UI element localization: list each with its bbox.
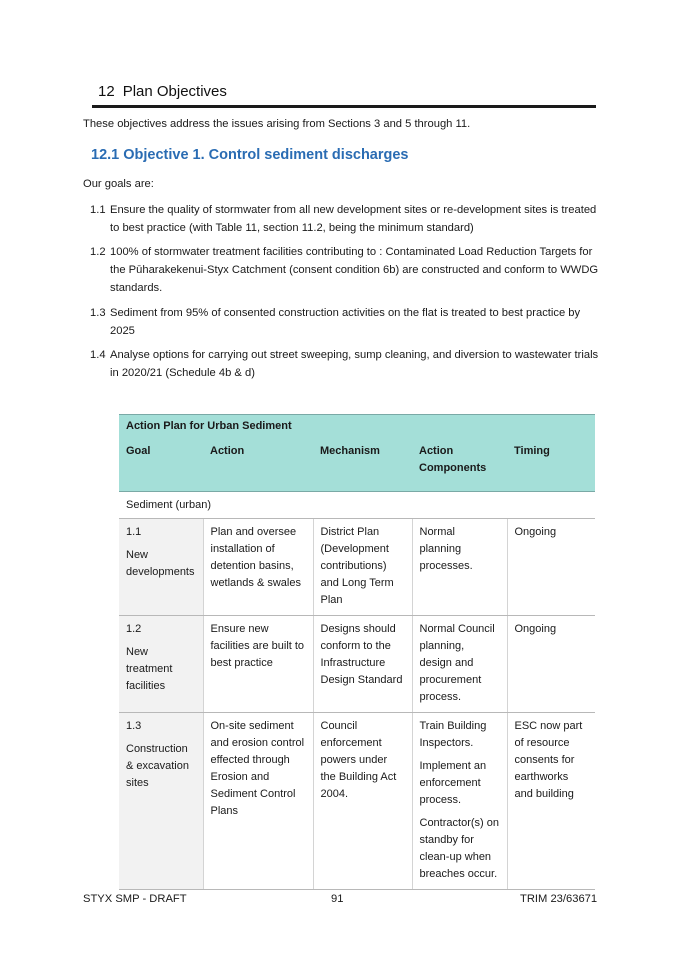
goal-item-1-2 [90, 243, 600, 297]
table-group-row [119, 492, 595, 519]
action-cell: Ensure new facilities are built to best practice [203, 616, 313, 713]
action-plan-table [119, 414, 595, 890]
heading-rule [92, 105, 596, 108]
goal-text: Ensure the quality of stormwater from all new development sites or re-development sites is treated to best practice (with Table 11, section 11.2, being the minimum standard) [110, 204, 597, 234]
column-header-goal: Goal [119, 438, 203, 492]
goal-cell-number: 1.1 [126, 526, 142, 538]
goal-number: 1.3 [90, 307, 106, 319]
component-item: Contractor(s) on standby for clean-up when breaches occur. [419, 817, 499, 880]
goal-text: Analyse options for carrying out street sweeping, sump cleaning, and diversion to wastewater trials in 2020/21 (Schedule 4b & d) [110, 349, 599, 379]
component-item: Normal planning processes. [419, 526, 473, 572]
column-header-timing: Timing [507, 438, 595, 492]
intro-paragraph: These objectives address the issues arising from Sections 3 and 5 through 11. [83, 118, 471, 130]
goal-cell-name: New treatment facilities [126, 646, 173, 692]
goals-label: Our goals are: [83, 178, 154, 190]
goal-cell-number: 1.2 [126, 623, 142, 635]
table-row [119, 519, 595, 616]
column-header-action: Action [203, 438, 313, 492]
section-title: Plan Objectives [122, 83, 227, 100]
goal-cell [119, 616, 203, 713]
table-row [119, 616, 595, 713]
mechanism-cell: Council enforcement powers under the Building Act 2004. [313, 713, 412, 890]
action-cell: Plan and oversee installation of detention basins, wetlands & swales [203, 519, 313, 616]
mechanism-cell: District Plan (Development contributions) and Long Term Plan [313, 519, 412, 616]
goal-item-1-4 [90, 346, 600, 382]
goal-cell [119, 519, 203, 616]
goal-cell-name: Construction & excavation sites [126, 743, 189, 789]
timing-cell: ESC now part of resource consents for earthworks and building [507, 713, 595, 890]
table-title-row [119, 415, 595, 439]
timing-cell: Ongoing [507, 616, 595, 713]
goal-number: 1.1 [90, 204, 106, 216]
column-header-action-components: Action Components [412, 438, 507, 492]
timing-cell: Ongoing [507, 519, 595, 616]
column-header-mechanism: Mechanism [313, 438, 412, 492]
components-cell [412, 616, 507, 713]
components-cell [412, 519, 507, 616]
goal-item-1-1 [90, 201, 600, 237]
goal-cell [119, 713, 203, 890]
action-cell: On-site sediment and erosion control effected through Erosion and Sediment Control Plans [203, 713, 313, 890]
group-label: Sediment (urban) [119, 492, 595, 519]
goal-number: 1.4 [90, 349, 106, 361]
footer-document-label: STYX SMP - DRAFT [83, 893, 187, 905]
footer-trim-reference: TRIM 23/63671 [520, 893, 598, 905]
goal-cell-number: 1.3 [126, 720, 142, 732]
mechanism-cell: Designs should conform to the Infrastructure Design Standard [313, 616, 412, 713]
goal-cell-name: New developments [126, 549, 195, 578]
table-header-row [119, 438, 595, 492]
component-item: Normal Council planning, design and procurement process. [419, 623, 495, 703]
component-item: Implement an enforcement process. [419, 760, 487, 806]
goal-number: 1.2 [90, 246, 106, 258]
section-number: 12 [98, 83, 115, 100]
footer-page-number: 91 [331, 893, 344, 905]
objective-heading: 12.1 Objective 1. Control sediment discharges [91, 147, 409, 163]
components-cell [412, 713, 507, 890]
goal-text: Sediment from 95% of consented construction activities on the flat is treated to best practice by 2025 [110, 307, 581, 337]
goal-item-1-3 [90, 304, 600, 340]
component-item: Train Building Inspectors. [419, 720, 487, 749]
goal-text: 100% of stormwater treatment facilities contributing to : Contaminated Load Reduction Targets for the Pūharakekenui-Styx Catchment (consent condition 6b) are constructed and conform to WWDG standards. [110, 246, 599, 294]
table-row [119, 713, 595, 890]
section-heading [98, 83, 227, 100]
table-title: Action Plan for Urban Sediment [119, 415, 595, 439]
